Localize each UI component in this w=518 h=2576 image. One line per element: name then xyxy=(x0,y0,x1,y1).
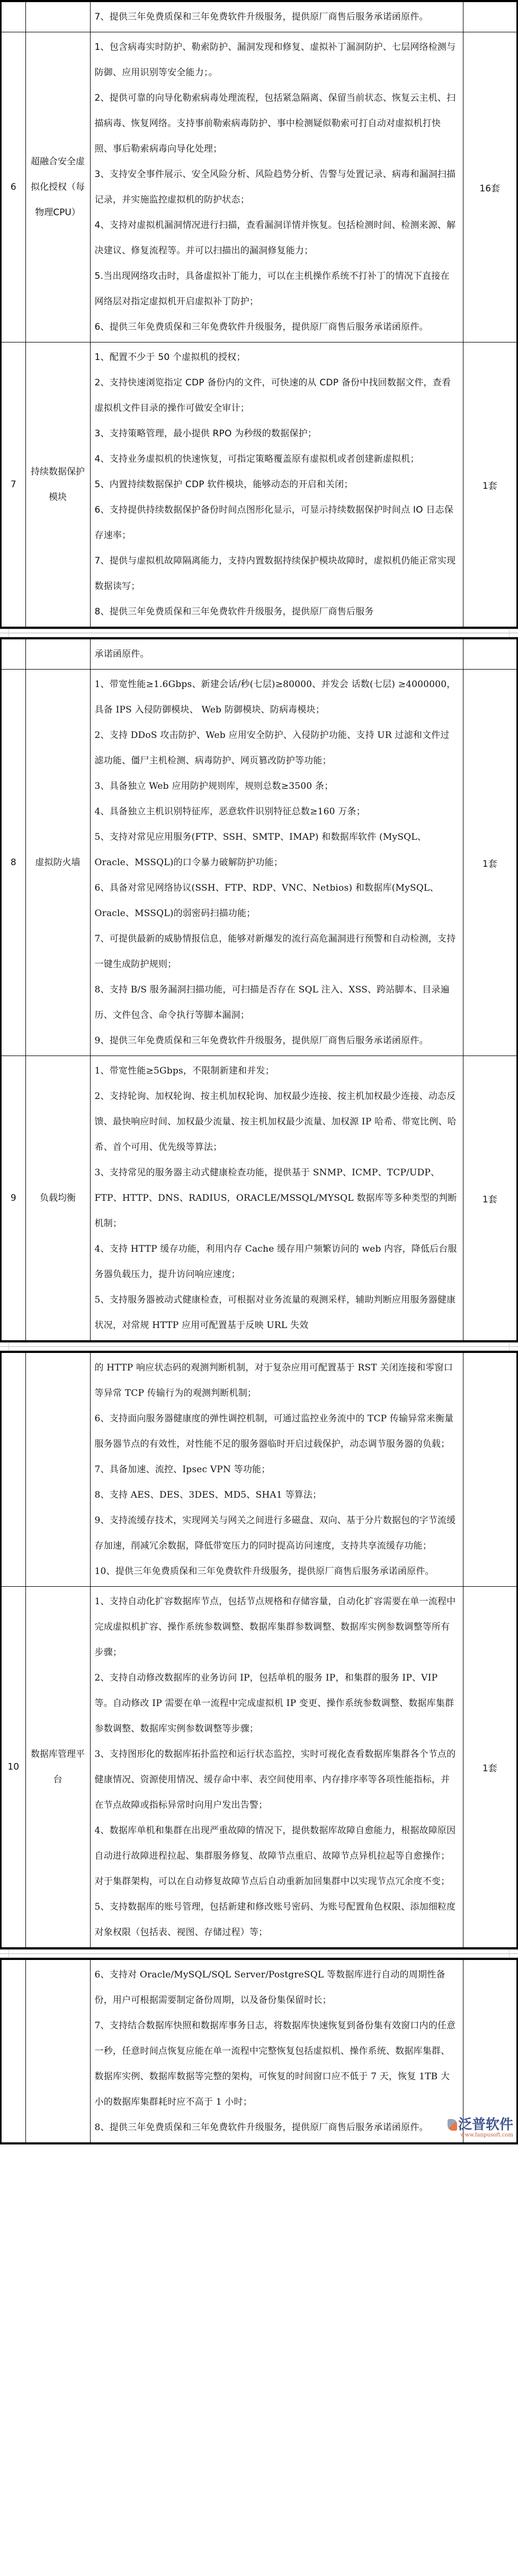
watermark-brand: 泛普软件 xyxy=(458,2117,513,2133)
spec-line: 7、可提供最新的威胁情报信息，能够对新爆发的流行高危漏洞进行预警和自动检测，支持一键生成防护规则； xyxy=(94,934,456,970)
table-row xyxy=(2,639,516,670)
spec-line: 8、支持 B/S 服务漏洞扫描功能，可扫描是否存在 SQL 注入、XSS、跨站脚本、目录遍历、文件包含、命令执行等脚本漏洞； xyxy=(94,984,450,1021)
item-name xyxy=(25,639,90,670)
table-row xyxy=(2,2,516,32)
item-number: 7 xyxy=(2,342,25,627)
spec-line: 3、支持安全事件展示、安全风险分析、风险趋势分析、告警与处置记录、病毒和漏洞扫描记录，并实施监控虚拟机的防护状态； xyxy=(94,169,456,205)
item-name: 持续数据保护模块 xyxy=(25,342,90,627)
item-quantity xyxy=(463,639,516,670)
item-quantity xyxy=(463,1353,516,1587)
item-number xyxy=(2,1353,25,1587)
spec-line: 6、提供三年免费质保和三年免费软件升级服务，提供原厂商售后服务承诺函原件。 xyxy=(94,322,428,332)
table-row xyxy=(2,1587,516,1948)
item-spec xyxy=(90,639,463,670)
page xyxy=(0,1958,518,2144)
item-quantity: 1套 xyxy=(463,342,516,627)
item-number: 9 xyxy=(2,1056,25,1341)
spec-line: 2、支持自动修改数据库的业务访问 IP，包括单机的服务 IP，和集群的服务 IP、VIP 等。自动修改 IP 需要在单一流程中完成虚拟机 IP 变更、操作系统参数调整、数据库集群参数调整、数据库实例参数调整等步骤； xyxy=(94,1673,454,1734)
spec-line: 2、支持轮询、加权轮询、按主机加权轮询、加权最少连接、按主机加权最少连接、动态反馈、最快响应时间、加权最少流量、按主机加权最少流量、加权源 IP 哈希、带宽比例、哈希、首个可用、优先级等算法； xyxy=(94,1091,457,1153)
item-name: 虚拟防火墙 xyxy=(25,670,90,1056)
table-row xyxy=(2,670,516,1056)
spec-line: 8、提供三年免费质保和三年免费软件升级服务，提供原厂商售后服务 xyxy=(94,606,374,617)
item-number xyxy=(2,1960,25,2142)
item-number: 8 xyxy=(2,670,25,1056)
table-row xyxy=(2,32,516,342)
spec-line: 9、支持流缓存技术，实现网关与网关之间进行多磁盘、双向、基于分片数据包的字节流缓存加速，削减冗余数据，降低带宽压力的同时提高访问速度，支持共享流缓存功能； xyxy=(94,1515,456,1551)
item-spec xyxy=(90,32,463,342)
spec-line: 7、支持结合数据库快照和数据库事务日志，将数据库快速恢复到备份集有效窗口内的任意一秒，任意时间点恢复应能在单一流程中完整恢复包括虚拟机、操作系统、数据库集群、数据库实例、数据库数据等完整的架构，可恢复的时间窗口应不低于 7 天，恢复 1TB 大小的数据库集群耗时应不高于 1 小时； xyxy=(94,2020,456,2107)
page xyxy=(0,637,518,1342)
spec-line: 4、支持 HTTP 缓存功能，利用内存 Cache 缓存用户频繁访问的 web 内容，降低后台服务器负载压力，提升访问响应速度； xyxy=(94,1244,457,1280)
item-spec xyxy=(90,1056,463,1341)
item-name: 超融合安全虚拟化授权（每物理CPU） xyxy=(25,32,90,342)
spec-line: 3、支持策略管理，最小提供 RPO 为秒级的数据保护； xyxy=(94,428,317,439)
spec-table xyxy=(2,639,516,1340)
spec-line: 10、提供三年免费质保和三年免费软件升级服务，提供原厂商售后服务承诺函原件。 xyxy=(94,1566,434,1577)
item-quantity xyxy=(463,1960,516,2142)
item-number: 6 xyxy=(2,32,25,342)
spec-line: 9、提供三年免费质保和三年免费软件升级服务，提供原厂商售后服务承诺函原件。 xyxy=(94,1035,428,1046)
spec-line: 2、提供可靠的向导化勒索病毒处理流程，包括紧急隔离、保留当前状态、恢复云主机、扫描病毒、恢复网络。支持事前勒索病毒防护、事中检测疑似勒索可打自动对虚拟机打快照、事后勒索病毒向导化处理； xyxy=(94,93,456,154)
spec-line: 的 HTTP 响应状态码的观测判断机制，对于复杂应用可配置基于 RST 关闭连接和零窗口等异常 TCP 传输行为的观测判断机制； xyxy=(94,1362,453,1399)
spec-line: 7、提供与虚拟机故障隔离能力，支持内置数据持续保护模块故障时，虚拟机仍能正常实现数据读写； xyxy=(94,556,456,592)
spec-line: 5.当出现网络攻击时，具备虚拟补丁能力，可以在主机操作系统不打补丁的情况下直接在网络层对指定虚拟机开启虚拟补丁防护； xyxy=(94,271,450,307)
item-name xyxy=(25,1353,90,1587)
spec-line: 3、支持常见的服务器主动式健康检查功能，提供基于 SNMP、ICMP、TCP/UDP、FTP、HTTP、DNS、RADIUS，ORACLE/MSSQL/MYSQL 数据库等多种类型的判断机制； xyxy=(94,1167,457,1229)
item-spec xyxy=(90,2,463,32)
spec-line: 5、支持数据库的账号管理，包括新建和修改账号密码、为账号配置角色权限、添加细粒度对象权限（包括表、视图、存储过程）等； xyxy=(94,1902,456,1938)
spec-line: 1、带宽性能≥5Gbps，不限制新建和并发； xyxy=(94,1066,274,1076)
item-number: 10 xyxy=(2,1587,25,1948)
page-break xyxy=(0,629,518,637)
page xyxy=(0,0,518,629)
table-row xyxy=(2,1056,516,1341)
spec-line: 6、支持面向服务器健康度的弹性调控机制，可通过监控业务流中的 TCP 传输异常来衡量服务器节点的有效性，对性能不足的服务器临时开启过载保护，动态调节服务器的负载； xyxy=(94,1413,454,1449)
spec-table xyxy=(2,2,516,627)
spec-table xyxy=(2,1353,516,1947)
item-name: 数据库管理平台 xyxy=(25,1587,90,1948)
spec-line: 1、配置不少于 50 个虚拟机的授权； xyxy=(94,352,246,363)
spec-line: 8、提供三年免费质保和三年免费软件升级服务，提供原厂商售后服务承诺函原件。 xyxy=(94,2122,428,2133)
item-spec xyxy=(90,1587,463,1948)
fanpu-logo-icon xyxy=(448,2119,457,2131)
spec-line: 5、内置持续数据保护 CDP 软件模块，能够动态的开启和关闭； xyxy=(94,479,353,490)
item-number xyxy=(2,2,25,32)
spec-line: 承诺函原件。 xyxy=(94,649,149,660)
spec-line: 4、支持业务虚拟机的快速恢复，可指定策略覆盖原有虚拟机或者创建新虚拟机； xyxy=(94,454,419,464)
item-quantity xyxy=(463,2,516,32)
spec-line: 1、包含病毒实时防护、勒索防护、漏洞发现和修复、虚拟补丁漏洞防护、七层网络检测与防御、应用识别等安全能力；。 xyxy=(94,42,456,78)
item-number xyxy=(2,639,25,670)
table-row xyxy=(2,1960,516,2142)
spec-line: 8、支持 AES、DES、3DES、MD5、SHA1 等算法； xyxy=(94,1490,322,1500)
item-quantity: 1套 xyxy=(463,670,516,1056)
spec-line: 7、提供三年免费质保和三年免费软件升级服务，提供原厂商售后服务承诺函原件。 xyxy=(94,12,428,22)
watermark-logo xyxy=(448,2117,513,2132)
item-quantity: 16套 xyxy=(463,32,516,342)
spec-line: 4、具备独立主机识别特征库，恶意软件识别特征总数≥160 万条； xyxy=(94,806,365,817)
item-name xyxy=(25,2,90,32)
spec-line: 6、支持对 Oracle/MySQL/SQL Server/PostgreSQL 等数据库进行自动的周期性备份，用户可根据需要制定备份周期，以及备份集保留时长； xyxy=(94,1970,445,2006)
item-spec xyxy=(90,1960,463,2142)
table-row xyxy=(2,1353,516,1587)
spec-table xyxy=(2,1960,516,2142)
table-row xyxy=(2,342,516,627)
watermark xyxy=(448,2117,513,2138)
spec-line: 4、支持对虚拟机漏洞情况进行扫描，查看漏洞详情并恢复。包括检测时间、检测来源、解决建议、修复流程等。并可以扫描出的漏洞修复能力； xyxy=(94,220,456,256)
page-break xyxy=(0,1949,518,1958)
spec-line: 4、数据库单机和集群在出现严重故障的情况下，提供数据库故障自愈能力，根据故障原因自动进行故障进程拉起、集群服务修复、故障节点重启、故障节点异机拉起等自愈操作；对于集群架构，可以在自动修复故障节点后自动重新加回集群中以实现节点冗余度不变； xyxy=(94,1825,456,1887)
item-spec xyxy=(90,670,463,1056)
item-quantity: 1套 xyxy=(463,1587,516,1948)
spec-line: 6、具备对常见网络协议(SSH、FTP、RDP、VNC、Netbios) 和数据库(MySQL、Oracle、MSSQL)的弱密码扫描功能； xyxy=(94,883,439,919)
item-name: 负载均衡 xyxy=(25,1056,90,1341)
item-name xyxy=(25,1960,90,2142)
spec-line: 3、支持图形化的数据库拓扑监控和运行状态监控，实时可视化查看数据库集群各个节点的健康情况、资源使用情况、缓存命中率、表空间使用率、内存排序率等各项性能指标，并在节点故障或指标异常时向用户发出告警； xyxy=(94,1749,456,1810)
spec-line: 5、支持服务器被动式健康检查，可根据对业务流量的观测采样，辅助判断应用服务器健康状况，对常规 HTTP 应用可配置基于反映 URL 失效 xyxy=(94,1295,456,1331)
item-spec xyxy=(90,342,463,627)
item-quantity: 1套 xyxy=(463,1056,516,1341)
spec-line: 3、具备独立 Web 应用防护规则库，规则总数≥3500 条； xyxy=(94,781,334,792)
spec-line: 1、带宽性能≥1.6Gbps、新建会话/秒(七层)≥80000、并发会 话数(七层) ≥4000000，具备 IPS 入侵防御模块、 Web 防御模块、防病毒模块； xyxy=(94,679,456,715)
watermark-url: www.fanpusoft.com xyxy=(460,2132,513,2138)
spec-line: 5、支持对常见应用服务(FTP、SSH、SMTP、IMAP) 和数据库软件 (MySQL、Oracle、MSSQL)的口令暴力破解防护功能； xyxy=(94,832,426,868)
spec-line: 7、具备加速、流控、Ipsec VPN 等功能； xyxy=(94,1464,271,1475)
spec-line: 2、支持 DDoS 攻击防护、Web 应用安全防护、入侵防护功能、支持 UR 过滤和文件过滤功能、僵尸主机检测、病毒防护、网页篡改防护等功能； xyxy=(94,730,450,766)
page xyxy=(0,1351,518,1949)
item-spec xyxy=(90,1353,463,1587)
spec-line: 2、支持快速浏览指定 CDP 备份内的文件，可快速的从 CDP 备份中找回数据文件，查看虚拟机文件目录的操作可做安全审计； xyxy=(94,377,451,414)
spec-line: 1、支持自动化扩容数据库节点，包括节点规格和存储容量，自动化扩容需要在单一流程中完成虚拟机扩容、操作系统参数调整、数据库集群参数调整、数据库实例参数调整等所有步骤； xyxy=(94,1596,456,1658)
spec-line: 6、支持提供持续数据保护备份时间点图形化显示，可显示持续数据保护时间点 IO 日志保存速率； xyxy=(94,505,453,541)
page-break xyxy=(0,1342,518,1351)
